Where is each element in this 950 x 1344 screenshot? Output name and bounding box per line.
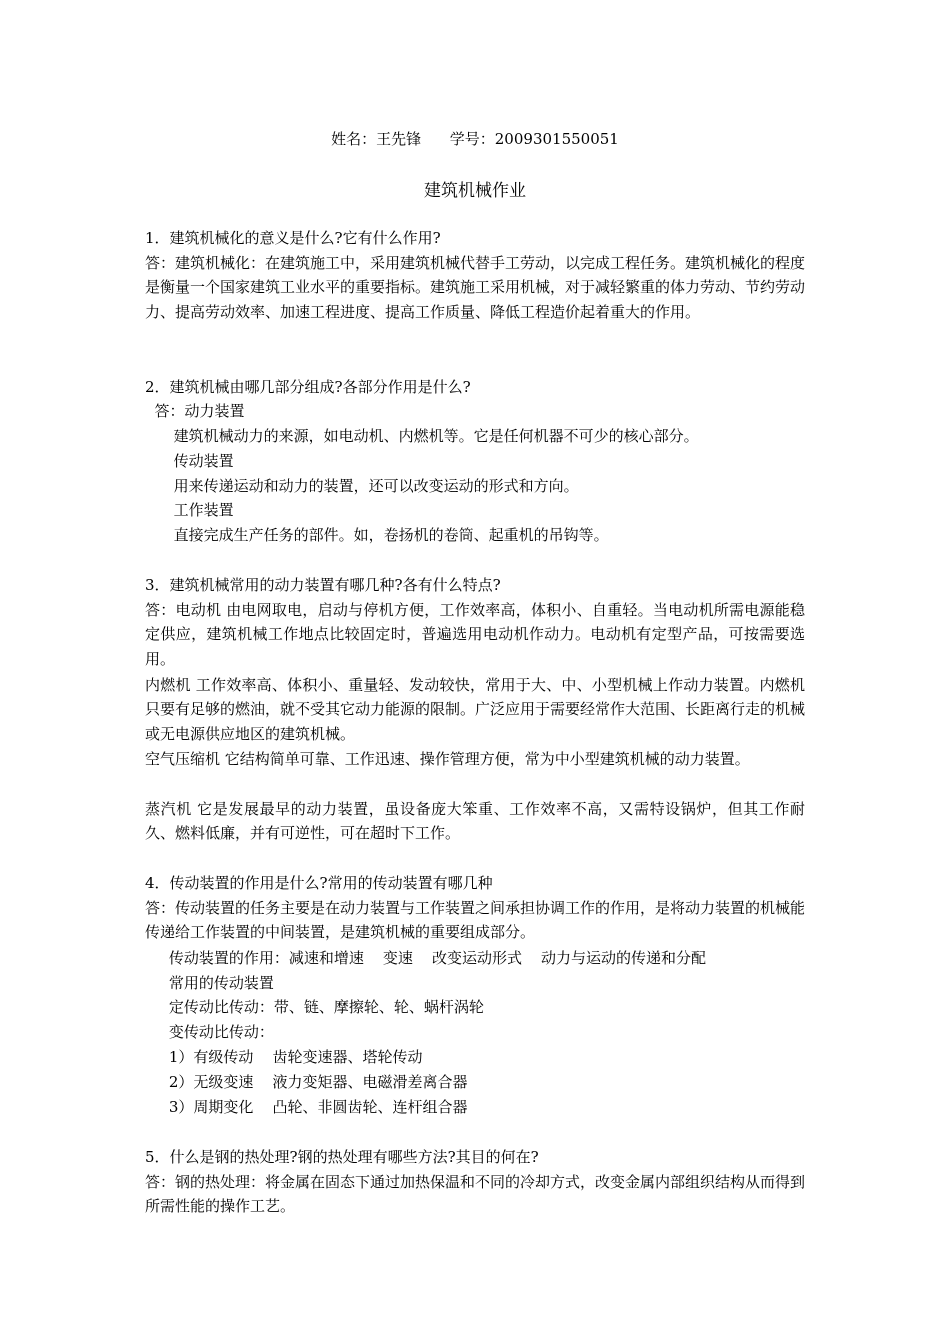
question-3: 3．建筑机械常用的动力装置有哪几种?各有什么特点? xyxy=(145,576,501,594)
answer-4-line: 常用的传动装置 xyxy=(145,974,274,992)
answer-4-line: 1）有级传动 齿轮变速器、塔轮传动 xyxy=(145,1048,423,1066)
name-student-id-line: 姓名：王先锋 学号：2009301550051 xyxy=(331,130,619,148)
answer-1: 答：建筑机械化：在建筑施工中，采用建筑机械代替手工劳动，以完成工程任务。建筑机械化的程度是衡量一个国家建筑工业水平的重要指标。建筑施工采用机械，对于减轻繁重的体力劳动、节约劳动力、提高劳动效率、加速工程进度、提高工作质量、降低工程造价起着重大的作用。 xyxy=(145,254,806,321)
answer-2-line: 直接完成生产任务的部件。如，卷扬机的卷筒、起重机的吊钩等。 xyxy=(145,526,609,544)
question-1: 1．建筑机械化的意义是什么?它有什么作用? xyxy=(145,229,441,247)
answer-4-line: 变传动比传动： xyxy=(145,1023,274,1041)
answer-2-line: 答：动力装置 xyxy=(145,402,245,420)
answer-2-line: 传动装置 xyxy=(145,452,234,470)
question-4: 4．传动装置的作用是什么?常用的传动装置有哪几种 xyxy=(145,874,493,892)
answer-5: 答：钢的热处理：将金属在固态下通过加热保温和不同的冷却方式，改变金属内部组织结构从而得到所需性能的操作工艺。 xyxy=(145,1173,806,1216)
answer-2-line: 工作装置 xyxy=(145,501,234,519)
answer-2-line: 用来传递运动和动力的装置，还可以改变运动的形式和方向。 xyxy=(145,477,579,495)
question-2: 2．建筑机械由哪几部分组成?各部分作用是什么? xyxy=(145,378,471,396)
answer-4-line: 3）周期变化 凸轮、非圆齿轮、连杆组合器 xyxy=(145,1098,468,1116)
page-title: 建筑机械作业 xyxy=(424,181,526,201)
question-5: 5．什么是钢的热处理?钢的热处理有哪些方法?其目的何在? xyxy=(145,1148,539,1166)
answer-4-line: 传动装置的作用：减速和增速 变速 改变运动形式 动力与运动的传递和分配 xyxy=(145,949,707,967)
answer-3-air-compressor: 空气压缩机 它结构简单可靠、工作迅速、操作管理方便，常为中小型建筑机械的动力装置。 xyxy=(145,750,750,768)
answer-3-steam-engine: 蒸汽机 它是发展最早的动力装置，虽设备庞大笨重、工作效率不高，又需特设锅炉，但其工作耐久、燃料低廉，并有可逆性，可在超时下工作。 xyxy=(145,800,805,843)
answer-4-line: 2）无级变速 液力变矩器、电磁滑差离合器 xyxy=(145,1073,468,1091)
answer-3-electric-motor: 答：电动机 由电网取电，启动与停机方便，工作效率高，体积小、自重轻。当电动机所需电源能稳定供应，建筑机械工作地点比较固定时，普遍选用电动机作动力。电动机有定型产品，可按需要选用。 xyxy=(145,601,805,668)
answer-3-combustion-engine: 内燃机 工作效率高、体积小、重量轻、发动较快，常用于大、中、小型机械上作动力装置。内燃机只要有足够的燃油，就不受其它动力能源的限制。广泛应用于需要经常作大范围、长距离行走的机械或无电源供应地区的建筑机械。 xyxy=(145,676,806,743)
answer-2-line: 建筑机械动力的来源，如电动机、内燃机等。它是任何机器不可少的核心部分。 xyxy=(145,427,699,445)
answer-4-line: 定传动比传动：带、链、摩擦轮、轮、蜗杆涡轮 xyxy=(145,998,484,1016)
answer-4: 答：传动装置的任务主要是在动力装置与工作装置之间承担协调工作的作用，是将动力装置的机械能传递给工作装置的中间装置，是建筑机械的重要组成部分。 xyxy=(145,899,806,942)
